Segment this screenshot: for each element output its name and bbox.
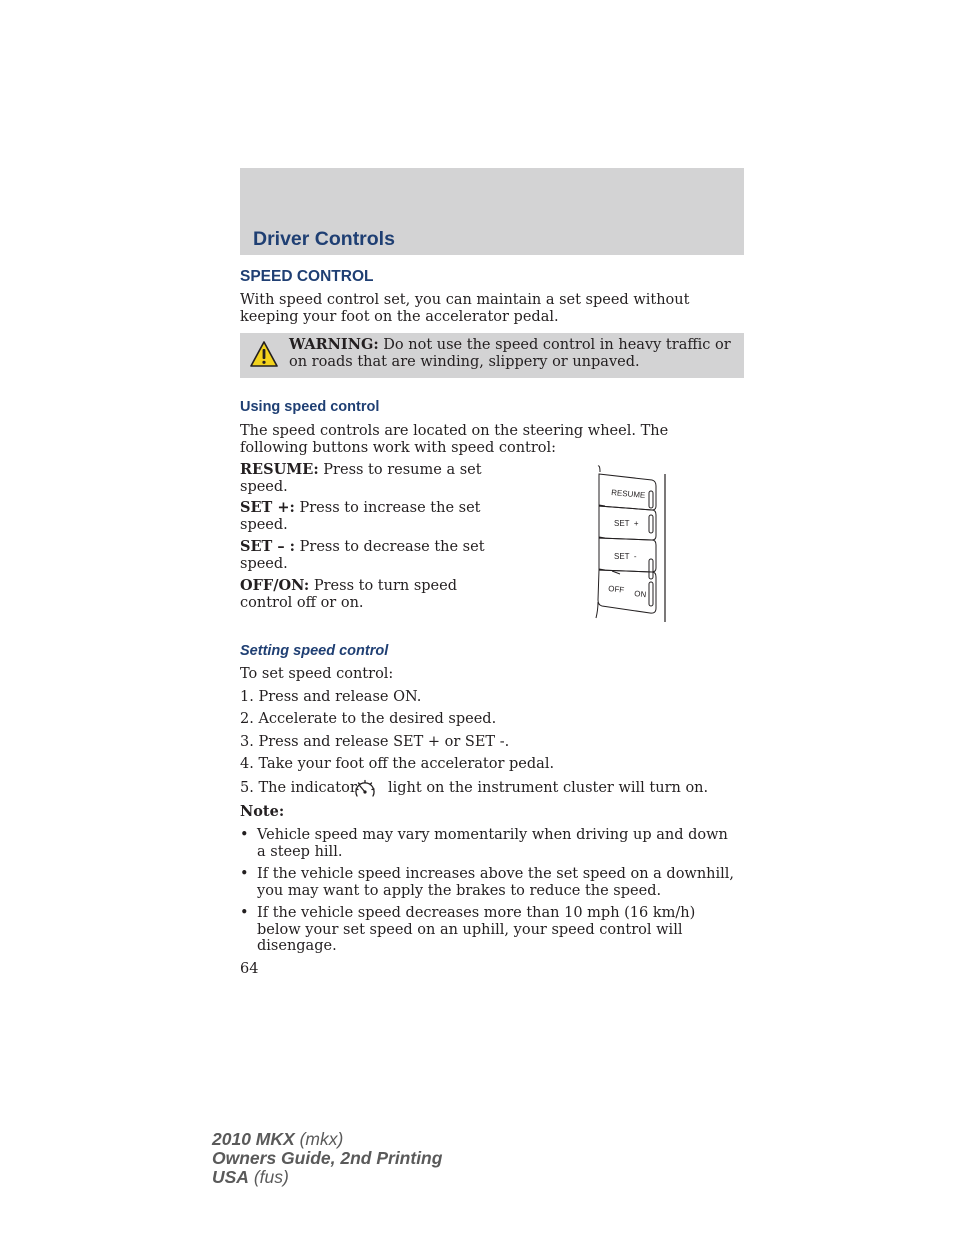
bullet: • (240, 905, 249, 921)
document-footer (212, 1130, 442, 1187)
using-speed-control-heading: Using speed control (240, 399, 380, 415)
button-desc-set-minus (240, 539, 485, 572)
setting-intro: To set speed control: (240, 666, 394, 682)
note-label (240, 804, 284, 821)
setting-speed-control-heading: Setting speed control (240, 643, 389, 659)
step-5-after: light on the instrument cluster will turn on. (388, 780, 709, 796)
footer-model-code: (mkx) (299, 1129, 344, 1149)
note-text: If the vehicle speed decreases more than 10 mph (16 km/h) below your set speed on an uphill, your speed control will disengage. (257, 905, 696, 954)
footer-market-code: (fus) (253, 1167, 289, 1187)
note-text: Vehicle speed may vary momentarily when driving up and down a steep hill. (257, 827, 728, 860)
footer-guide: Owners Guide, 2nd Printing (212, 1148, 443, 1168)
button-desc-set-plus (240, 500, 485, 533)
speed-control-intro: With speed control set, you can maintain a set speed without keeping your foot on the accelerator pedal. (240, 292, 690, 325)
section-title: Driver Controls (253, 228, 395, 250)
warning-triangle-icon (250, 341, 278, 367)
step-item: 1. Press and release ON. (240, 689, 422, 705)
speed-control-buttons-diagram (590, 462, 672, 624)
step-5-before: 5. The indicator (240, 780, 357, 796)
warning-box (240, 333, 744, 378)
warning-label: WARNING: (289, 336, 379, 353)
page-number: 64 (240, 961, 259, 977)
button-description: Press to resume a set speed. (240, 462, 482, 495)
speed-control-indicator-icon (353, 778, 377, 800)
button-description: Press to increase the set speed. (240, 500, 481, 533)
button-label: SET +: (240, 499, 295, 516)
note-item (240, 827, 740, 861)
button-desc-resume (240, 462, 485, 495)
step-item: 3. Press and release SET + or SET -. (240, 734, 510, 750)
button-description: Press to decrease the set speed. (240, 539, 485, 572)
footer-model: 2010 MKX (212, 1129, 295, 1149)
diagram-label-off: OFF (607, 584, 625, 595)
note-text: If the vehicle speed increases above the set speed on a downhill, you may want to apply the brakes to reduce the speed. (257, 866, 735, 899)
footer-market-line (212, 1168, 442, 1187)
section-header-band (240, 168, 744, 255)
diagram-label-resume: RESUME (610, 488, 646, 500)
button-desc-off-on (240, 578, 470, 611)
footer-guide-line (212, 1149, 442, 1168)
note-label-text: Note: (240, 803, 285, 820)
footer-market: USA (212, 1167, 249, 1187)
diagram-label-set-plus: SET + (614, 519, 639, 528)
button-label: RESUME: (240, 461, 319, 478)
note-item (240, 905, 740, 954)
diagram-label-set-minus: SET - (614, 552, 637, 561)
button-label: SET – : (240, 538, 296, 555)
footer-model-line (212, 1130, 442, 1149)
diagram-label-on: ON (633, 589, 647, 600)
warning-message: Do not use the speed control in heavy traffic or on roads that are winding, slippery or unpaved. (289, 337, 731, 370)
speed-control-heading: SPEED CONTROL (240, 268, 374, 285)
bullet: • (240, 827, 249, 843)
bullet: • (240, 866, 249, 882)
using-intro: The speed controls are located on the steering wheel. The following buttons work with speed control: (240, 423, 669, 456)
warning-text (289, 337, 737, 370)
button-label: OFF/ON: (240, 577, 310, 594)
step-item: 2. Accelerate to the desired speed. (240, 711, 497, 727)
step-item: 4. Take your foot off the accelerator pedal. (240, 756, 555, 772)
note-item (240, 866, 740, 900)
button-description: Press to turn speed control off or on. (240, 578, 457, 611)
